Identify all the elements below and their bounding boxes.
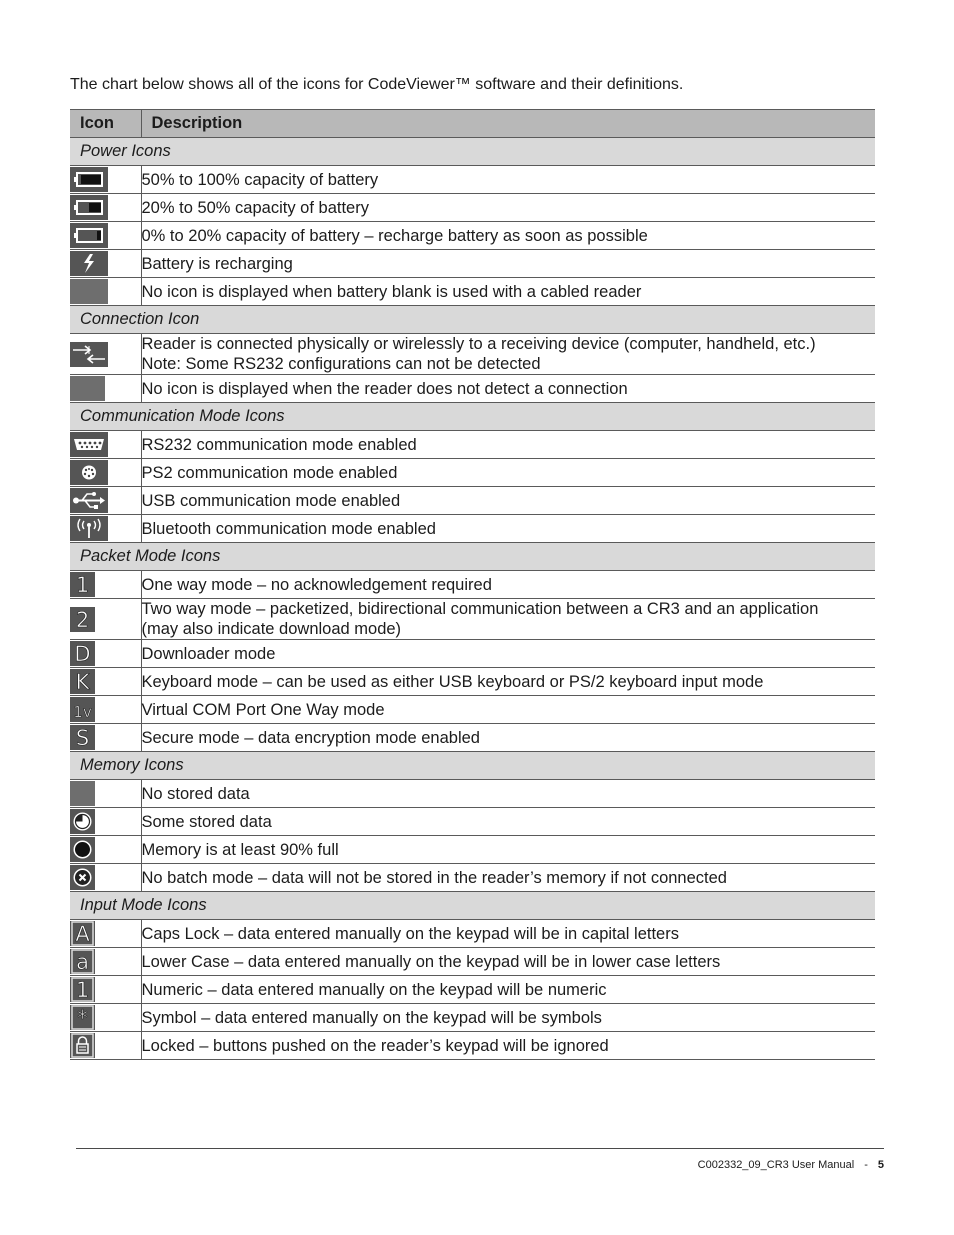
description-text: Lower Case – data entered manually on the keypad will be in lower case letters bbox=[141, 952, 721, 971]
packet-1v-icon bbox=[70, 697, 95, 722]
footer-separator: - bbox=[864, 1159, 868, 1171]
connection-arrows-icon bbox=[70, 342, 108, 367]
header-icon: Icon bbox=[70, 110, 141, 138]
description-cell bbox=[141, 515, 875, 543]
description-text: Locked – buttons pushed on the reader’s keypad will be ignored bbox=[141, 1036, 609, 1055]
packet-s-icon bbox=[70, 725, 95, 750]
description-text: Battery is recharging bbox=[141, 254, 293, 273]
table-row bbox=[70, 515, 875, 543]
description-text: Some stored data bbox=[141, 812, 272, 831]
locked-icon bbox=[70, 1033, 95, 1058]
table-row bbox=[70, 334, 875, 375]
description-text: Numeric – data entered manually on the keypad will be numeric bbox=[141, 980, 607, 999]
section-row bbox=[70, 543, 875, 571]
section-row bbox=[70, 752, 875, 780]
battery-half-icon bbox=[70, 195, 108, 220]
description-text: Secure mode – data encryption mode enabled bbox=[141, 728, 480, 747]
description-text: No icon is displayed when the reader does not detect a connection bbox=[141, 379, 628, 398]
description-text: Symbol – data entered manually on the keypad will be symbols bbox=[141, 1008, 602, 1027]
svg-text:1v: 1v bbox=[73, 703, 92, 721]
description-text: Virtual COM Port One Way mode bbox=[141, 700, 385, 719]
table-row bbox=[70, 487, 875, 515]
icon-cell bbox=[70, 640, 141, 668]
section-title: Input Mode Icons bbox=[70, 892, 875, 920]
description-text: One way mode – no acknowledgement required bbox=[141, 575, 492, 594]
description-note: Note: Some RS232 configurations can not be detected bbox=[141, 355, 541, 373]
description-cell bbox=[141, 334, 875, 375]
description-cell bbox=[141, 1032, 875, 1060]
blank-icon bbox=[70, 376, 105, 401]
section-row bbox=[70, 138, 875, 166]
packet-d-icon bbox=[70, 641, 95, 666]
svg-text:1: 1 bbox=[75, 573, 90, 597]
caps-lock-icon bbox=[70, 921, 95, 946]
section-row bbox=[70, 306, 875, 334]
table-row bbox=[70, 166, 875, 194]
svg-text:A: A bbox=[75, 922, 90, 946]
section-title: Packet Mode Icons bbox=[70, 543, 875, 571]
table-row bbox=[70, 640, 875, 668]
svg-text:2: 2 bbox=[75, 607, 90, 632]
lower-case-icon bbox=[70, 949, 95, 974]
icon-cell bbox=[70, 375, 141, 403]
description-text: 20% to 50% capacity of battery bbox=[141, 198, 369, 217]
icon-cell bbox=[70, 948, 141, 976]
icon-cell bbox=[70, 1032, 141, 1060]
description-cell bbox=[141, 724, 875, 752]
memory-partial-icon bbox=[70, 809, 95, 834]
icon-cell bbox=[70, 459, 141, 487]
table-row bbox=[70, 1032, 875, 1060]
intro-text: The chart below shows all of the icons for CodeViewer™ software and their definitions. bbox=[70, 76, 684, 93]
blank-icon bbox=[70, 781, 95, 806]
footer-rule bbox=[76, 1148, 884, 1149]
battery-low-icon bbox=[70, 223, 108, 248]
icon-cell bbox=[70, 250, 141, 278]
ps2-port-icon bbox=[70, 460, 108, 485]
description-cell bbox=[141, 222, 875, 250]
description-text: No batch mode – data will not be stored in the reader’s memory if not connected bbox=[141, 868, 727, 887]
icon-cell bbox=[70, 976, 141, 1004]
description-cell bbox=[141, 459, 875, 487]
packet-one-icon bbox=[70, 572, 95, 597]
page-footer bbox=[698, 1159, 884, 1171]
description-text: No stored data bbox=[141, 784, 250, 803]
symbol-icon bbox=[70, 1005, 95, 1030]
battery-charging-icon bbox=[70, 251, 108, 276]
description-cell bbox=[141, 431, 875, 459]
description-cell bbox=[141, 599, 875, 640]
memory-no-batch-icon bbox=[70, 865, 95, 890]
description-cell bbox=[141, 375, 875, 403]
svg-text:K: K bbox=[75, 670, 90, 694]
description-cell bbox=[141, 808, 875, 836]
description-cell bbox=[141, 976, 875, 1004]
description-cell bbox=[141, 780, 875, 808]
table-row bbox=[70, 948, 875, 976]
table-row bbox=[70, 724, 875, 752]
table-row bbox=[70, 976, 875, 1004]
table-row bbox=[70, 920, 875, 948]
section-title: Communication Mode Icons bbox=[70, 403, 875, 431]
description-text: 0% to 20% capacity of battery – recharge battery as soon as possible bbox=[141, 226, 648, 245]
icon-cell bbox=[70, 808, 141, 836]
packet-two-icon bbox=[70, 607, 95, 632]
table-row bbox=[70, 780, 875, 808]
description-text: Memory is at least 90% full bbox=[141, 840, 339, 859]
description-text: Caps Lock – data entered manually on the keypad will be in capital letters bbox=[141, 924, 679, 943]
packet-k-icon bbox=[70, 669, 95, 694]
icon-cell bbox=[70, 724, 141, 752]
icon-cell bbox=[70, 515, 141, 543]
description-cell bbox=[141, 836, 875, 864]
icon-cell bbox=[70, 668, 141, 696]
svg-text:1: 1 bbox=[75, 978, 90, 1002]
icon-cell bbox=[70, 780, 141, 808]
blank-icon bbox=[70, 279, 108, 304]
icon-cell bbox=[70, 222, 141, 250]
svg-text:a: a bbox=[76, 950, 89, 974]
description-cell bbox=[141, 668, 875, 696]
description-cell bbox=[141, 640, 875, 668]
description-text: Keyboard mode – can be used as either USB keyboard or PS/2 keyboard input mode bbox=[141, 672, 764, 691]
icon-cell bbox=[70, 836, 141, 864]
section-title: Memory Icons bbox=[70, 752, 875, 780]
description-text: Two way mode – packetized, bidirectional communication between a CR3 and an application bbox=[141, 600, 819, 618]
table-row bbox=[70, 194, 875, 222]
description-cell bbox=[141, 1004, 875, 1032]
table-row bbox=[70, 668, 875, 696]
memory-full-icon bbox=[70, 837, 95, 862]
description-note: (may also indicate download mode) bbox=[141, 620, 402, 638]
icon-cell bbox=[70, 334, 141, 375]
battery-full-icon bbox=[70, 167, 108, 192]
icon-cell bbox=[70, 278, 141, 306]
section-row bbox=[70, 403, 875, 431]
description-cell bbox=[141, 920, 875, 948]
table-row bbox=[70, 250, 875, 278]
description-cell bbox=[141, 250, 875, 278]
description-text: PS2 communication mode enabled bbox=[141, 463, 398, 482]
table-row bbox=[70, 431, 875, 459]
icon-cell bbox=[70, 431, 141, 459]
icon-cell bbox=[70, 599, 141, 640]
usb-icon bbox=[70, 488, 108, 513]
table-row bbox=[70, 459, 875, 487]
numeric-icon bbox=[70, 977, 95, 1002]
table-row bbox=[70, 696, 875, 724]
table-row bbox=[70, 808, 875, 836]
header-description: Description bbox=[141, 110, 875, 138]
table-header-row bbox=[70, 110, 875, 138]
footer-doc-title: C002332_09_CR3 User Manual bbox=[697, 1159, 855, 1171]
rs232-port-icon bbox=[70, 432, 108, 457]
icon-cell bbox=[70, 571, 141, 599]
description-cell bbox=[141, 194, 875, 222]
section-title: Connection Icon bbox=[70, 306, 875, 334]
description-text: Reader is connected physically or wirelessly to a receiving device (computer, handheld, etc.) bbox=[141, 335, 816, 353]
description-text: Downloader mode bbox=[141, 644, 276, 663]
icon-definitions-table bbox=[70, 109, 875, 1060]
description-cell bbox=[141, 487, 875, 515]
svg-text:S: S bbox=[75, 726, 90, 750]
icon-cell bbox=[70, 864, 141, 892]
table-row bbox=[70, 1004, 875, 1032]
table-row bbox=[70, 571, 875, 599]
description-text: 50% to 100% capacity of battery bbox=[141, 170, 379, 189]
table-row bbox=[70, 836, 875, 864]
description-text: Bluetooth communication mode enabled bbox=[141, 519, 436, 538]
description-cell bbox=[141, 696, 875, 724]
svg-text:D: D bbox=[74, 642, 91, 666]
page-number: 5 bbox=[877, 1159, 884, 1171]
table-row bbox=[70, 222, 875, 250]
icon-cell bbox=[70, 166, 141, 194]
section-row bbox=[70, 892, 875, 920]
icon-cell bbox=[70, 696, 141, 724]
section-title: Power Icons bbox=[70, 138, 875, 166]
icon-cell bbox=[70, 487, 141, 515]
table-row bbox=[70, 375, 875, 403]
icon-cell bbox=[70, 920, 141, 948]
description-cell bbox=[141, 864, 875, 892]
description-text: USB communication mode enabled bbox=[141, 491, 401, 510]
description-text: No icon is displayed when battery blank is used with a cabled reader bbox=[141, 282, 642, 301]
description-cell bbox=[141, 166, 875, 194]
table-row bbox=[70, 599, 875, 640]
svg-text:*: * bbox=[77, 1006, 88, 1030]
description-cell bbox=[141, 948, 875, 976]
icon-cell bbox=[70, 194, 141, 222]
table-row bbox=[70, 278, 875, 306]
icon-cell bbox=[70, 1004, 141, 1032]
description-cell bbox=[141, 278, 875, 306]
description-cell bbox=[141, 571, 875, 599]
description-text: RS232 communication mode enabled bbox=[141, 435, 417, 454]
table-row bbox=[70, 864, 875, 892]
bluetooth-antenna-icon bbox=[70, 516, 108, 541]
